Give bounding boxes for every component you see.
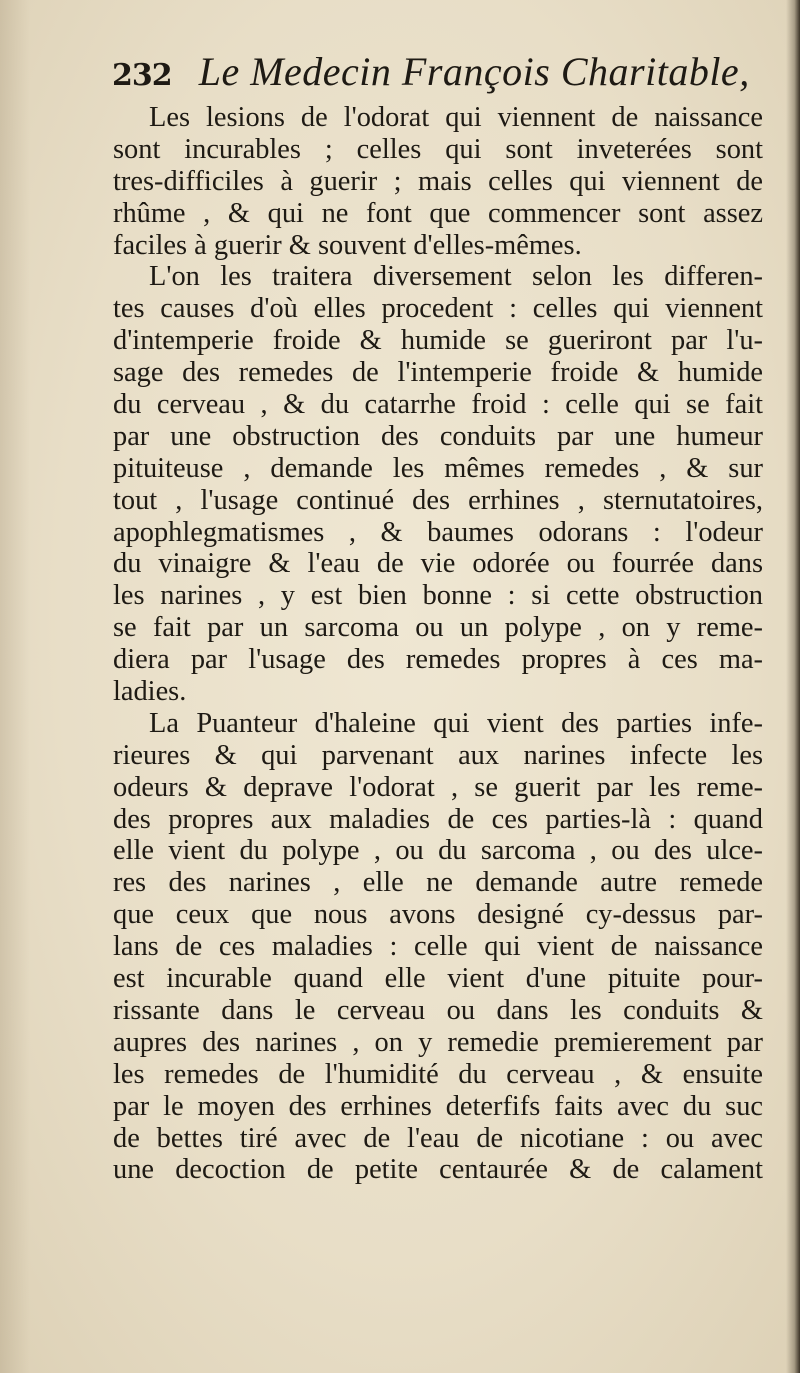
text-line: ladies. (113, 676, 187, 708)
text-line: les remedes de l'humidité du cerveau , & ensuite (113, 1058, 763, 1090)
text-line: elle vient du polype , ou du sarcoma , ou des ulce- (113, 835, 763, 867)
page-gutter-shadow (0, 0, 30, 1373)
text-line: du vinaigre & l'eau de vie odorée ou fourrée dans (113, 548, 763, 580)
body-text (113, 102, 763, 1186)
text-line: Les lesions de l'odorat qui viennent de naissance (149, 102, 763, 133)
text-line: les narines , y est bien bonne : si cette obstruction (113, 580, 763, 612)
text-line: rissante dans le cerveau ou dans les conduits & (113, 994, 763, 1026)
text-line: aupres des narines , on y remedie premierement par (113, 1026, 763, 1058)
page-edge-shadow (786, 0, 800, 1373)
text-line: de bettes tiré avec de l'eau de nicotiane : ou avec (113, 1122, 763, 1154)
text-line: tes causes d'où elles procedent : celles qui viennent (113, 293, 763, 325)
text-line: par le moyen des errhines deterfifs faits avec du suc (113, 1090, 763, 1122)
text-line: sage des remedes de l'intemperie froide & humide (113, 357, 763, 389)
text-line: tout , l'usage continué des errhines , sternutatoires, (113, 484, 763, 516)
text-line: est incurable quand elle vient d'une pituite pour- (113, 963, 763, 995)
text-line: que ceux que nous avons designé cy-dessus par- (113, 899, 763, 931)
text-line: se fait par un sarcoma ou un polype , on y reme- (113, 612, 763, 644)
text-line: rieures & qui parvenant aux narines infecte les (113, 739, 763, 771)
text-line: faciles à guerir & souvent d'elles-mêmes. (113, 229, 582, 261)
text-line: par une obstruction des conduits par une humeur (113, 420, 763, 452)
text-line: pituiteuse , demande les mêmes remedes , & sur (113, 452, 763, 484)
text-line: rhûme , & qui ne font que commencer sont assez (113, 197, 763, 229)
text-line: d'intemperie froide & humide se gueriront par l'u- (113, 325, 763, 357)
text-line: res des narines , elle ne demande autre remede (113, 867, 763, 899)
text-line: sont incurables ; celles qui sont inveterées sont (113, 133, 763, 165)
text-line: apophlegmatismes , & baumes odorans : l'odeur (113, 516, 763, 548)
text-line: odeurs & deprave l'odorat , se guerit par les reme- (113, 771, 763, 803)
text-line: une decoction de petite centaurée & de calament (113, 1154, 763, 1186)
text-line: tres-difficiles à guerir ; mais celles qui viennent de (113, 165, 763, 197)
text-line: des propres aux maladies de ces parties-là : quand (113, 803, 763, 835)
page-number: 232 (112, 58, 172, 93)
text-line: La Puanteur d'haleine qui vient des parties infe- (149, 707, 763, 739)
text-line: lans de ces maladies : celle qui vient de naissance (113, 931, 763, 963)
page-header (112, 48, 752, 108)
text-line: diera par l'usage des remedes propres à ces ma- (113, 644, 763, 676)
text-line: L'on les traitera diversement selon les differen- (149, 261, 763, 293)
running-title: Le Medecin François Charitable, (198, 49, 750, 94)
text-line: du cerveau , & du catarrhe froid : celle qui se fait (113, 389, 763, 421)
